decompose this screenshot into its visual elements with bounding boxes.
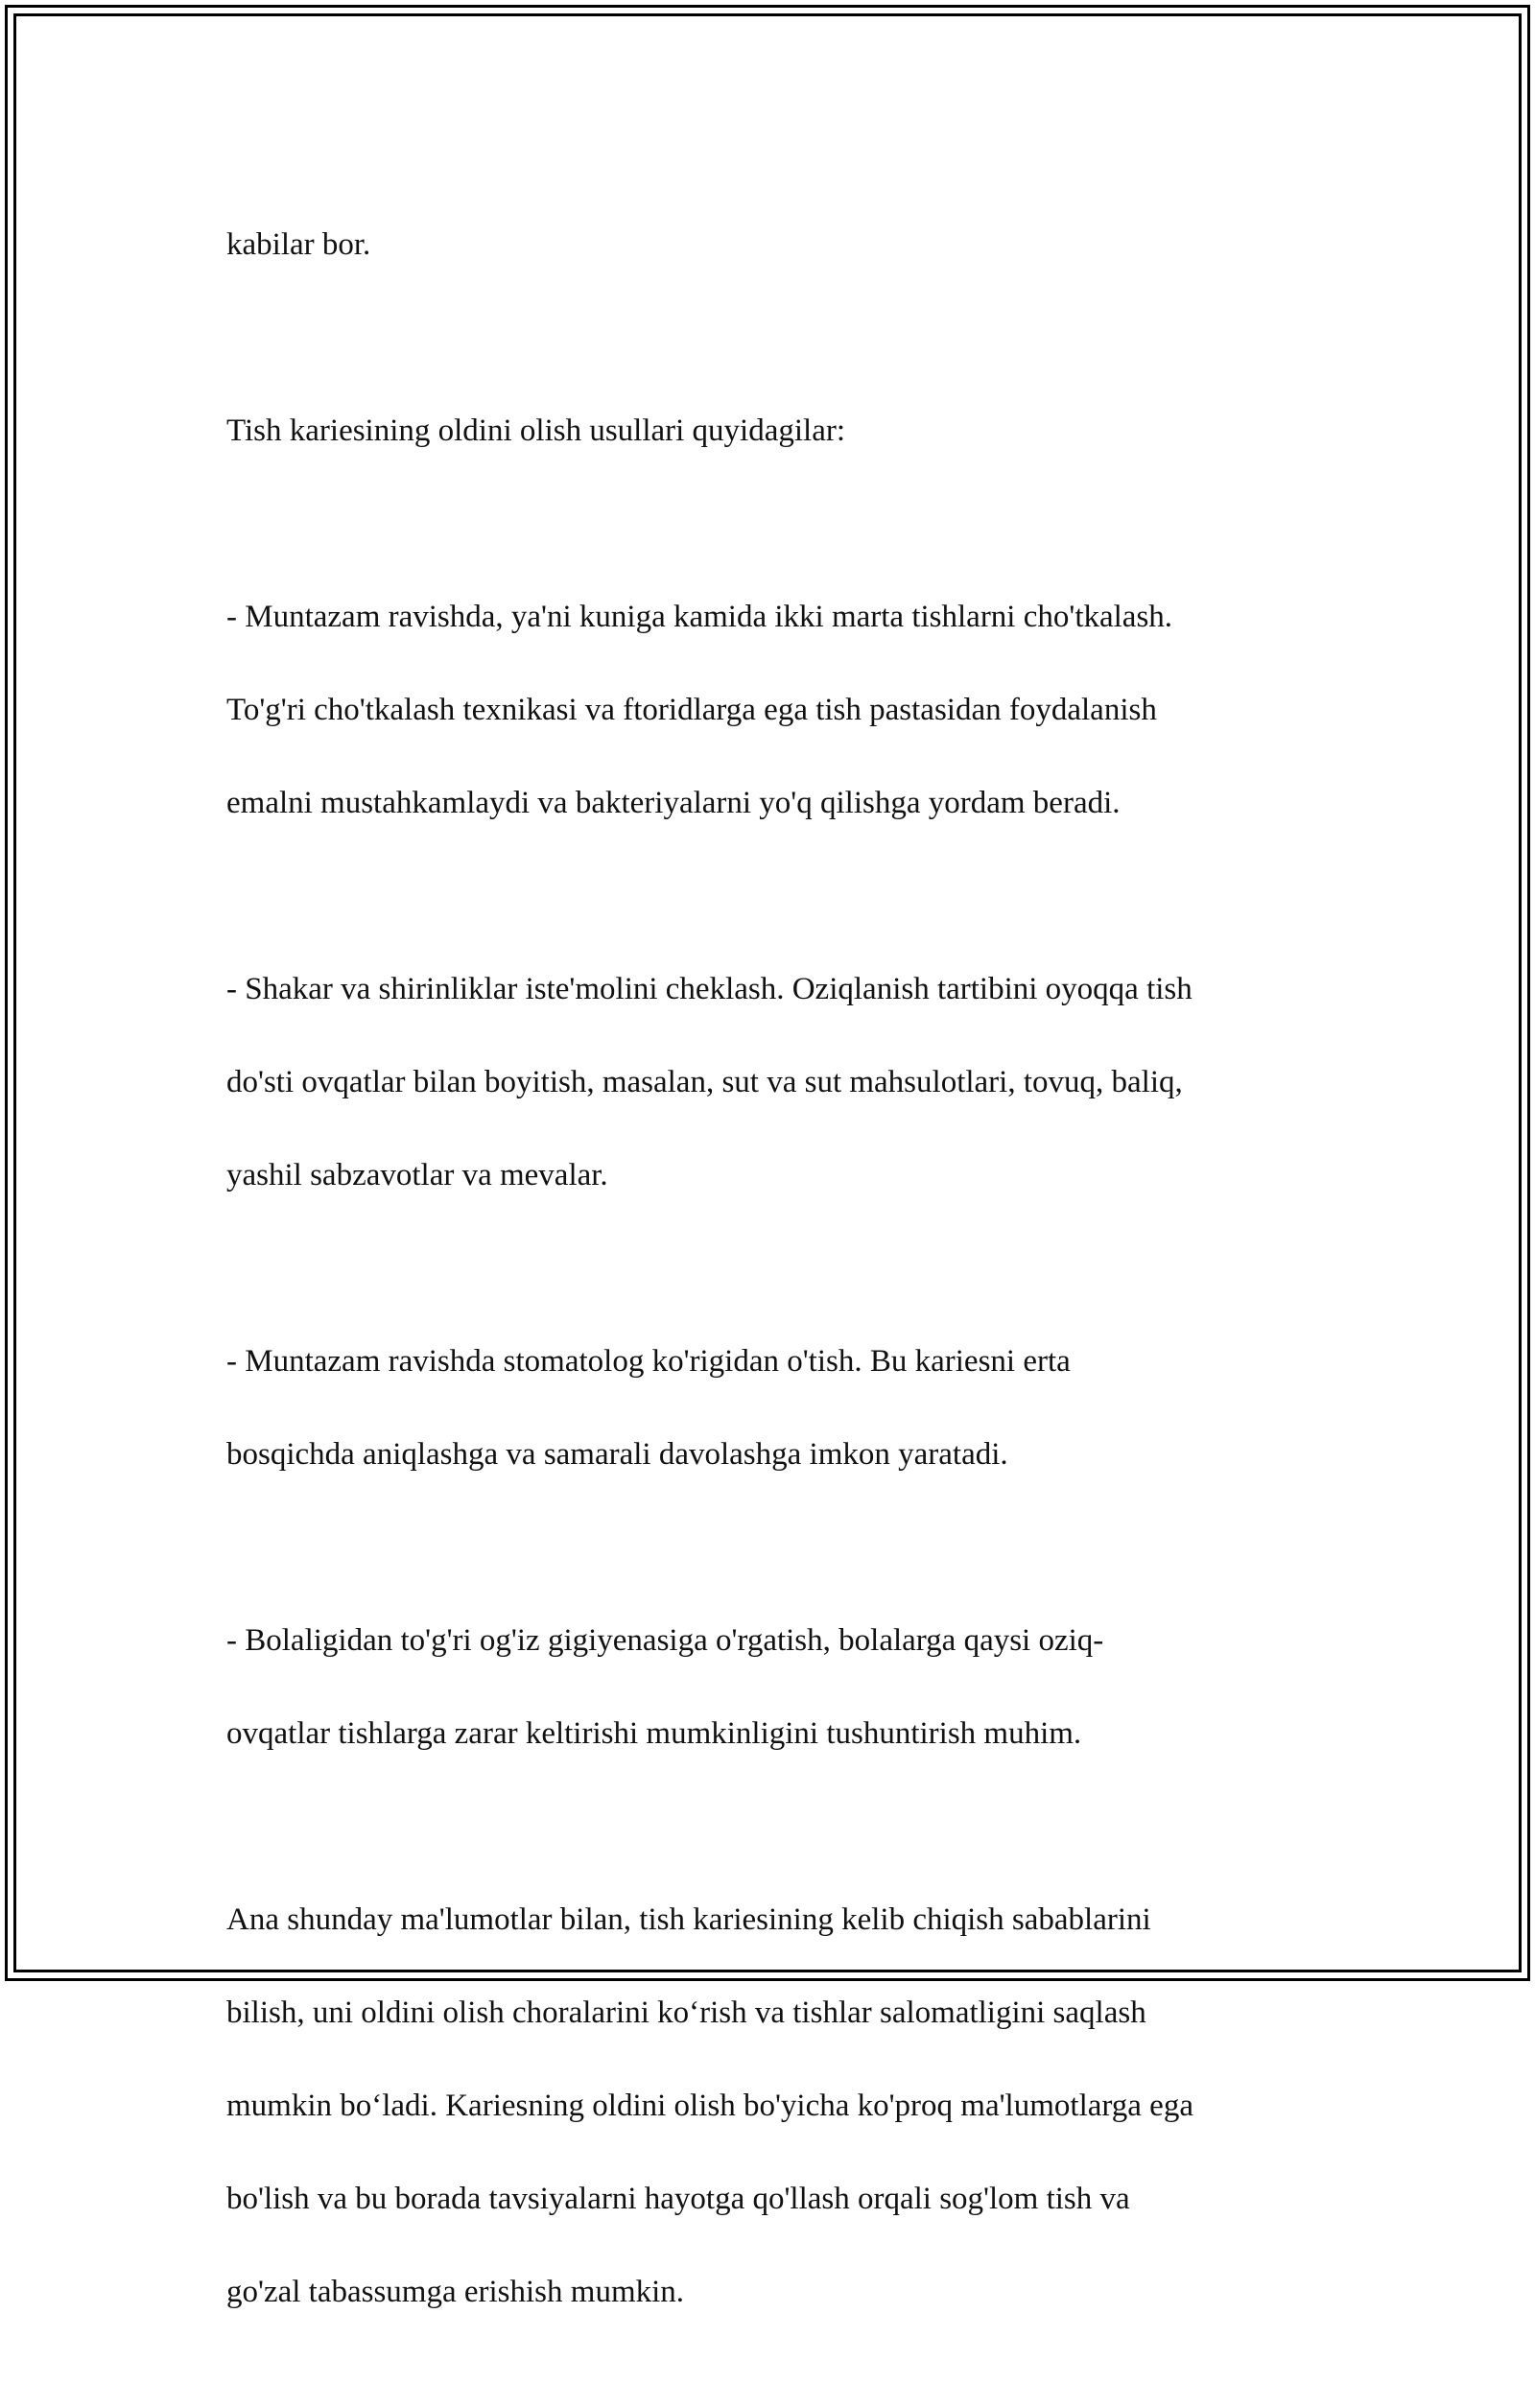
text-line: kabilar bor. <box>226 226 371 262</box>
text-line: To'g'ri cho'tkalash texnikasi va ftoridlarga ega tish pastasidan foydalanish <box>226 692 1157 727</box>
text-line: Tish kariesining oldini olish usullari quyidagilar: <box>226 413 846 448</box>
paragraph-conclusion <box>226 1850 1330 2362</box>
list-item-children <box>226 1570 1330 1804</box>
text-line: emalni mustahkamlaydi va bakteriyalarni yo'q qilishga yordam beradi. <box>226 785 1121 820</box>
list-item-sugar <box>226 919 1330 1245</box>
paragraph-methods-heading <box>226 361 1330 501</box>
text-line: mumkin bo‘ladi. Kariesning oldini olish bo'yicha ko'proq ma'lumotlarga ega <box>226 2088 1193 2123</box>
text-line: bo'lish va bu borada tavsiyalarni hayotga qo'llash orqali sog'lom tish va <box>226 2181 1130 2216</box>
text-line: - Muntazam ravishda, ya'ni kuniga kamida ikki marta tishlarni cho'tkalash. <box>226 599 1173 634</box>
list-item-dentist <box>226 1291 1330 1524</box>
text-line: - Muntazam ravishda stomatolog ko'rigidan o'tish. Bu kariesni erta <box>226 1343 1071 1379</box>
text-line: - Shakar va shirinliklar iste'molini cheklash. Oziqlanish tartibini oyoqqa tish <box>226 971 1193 1006</box>
text-line: Ana shunday ma'lumotlar bilan, tish kariesining kelib chiqish sabablarini <box>226 1901 1151 1937</box>
text-line: do'sti ovqatlar bilan boyitish, masalan, sut va sut mahsulotlari, tovuq, baliq, <box>226 1064 1183 1099</box>
list-item-brushing <box>226 547 1330 873</box>
text-line: bosqichda aniqlashga va samarali davolashga imkon yaratadi. <box>226 1436 1008 1472</box>
text-line: yashil sabzavotlar va mevalar. <box>226 1157 608 1192</box>
paragraph-intro-fragment <box>226 175 1330 315</box>
document-body <box>226 175 1330 2408</box>
text-line: bilish, uni oldini olish choralarini ko‘rish va tishlar salomatligini saqlash <box>226 1995 1146 2030</box>
text-line: - Bolaligidan to'g'ri og'iz gigiyenasiga o'rgatish, bolalarga qaysi oziq- <box>226 1622 1104 1658</box>
text-line: go'zal tabassumga erishish mumkin. <box>226 2274 685 2309</box>
text-line: ovqatlar tishlarga zarar keltirishi mumkinligini tushuntirish muhim. <box>226 1715 1082 1751</box>
